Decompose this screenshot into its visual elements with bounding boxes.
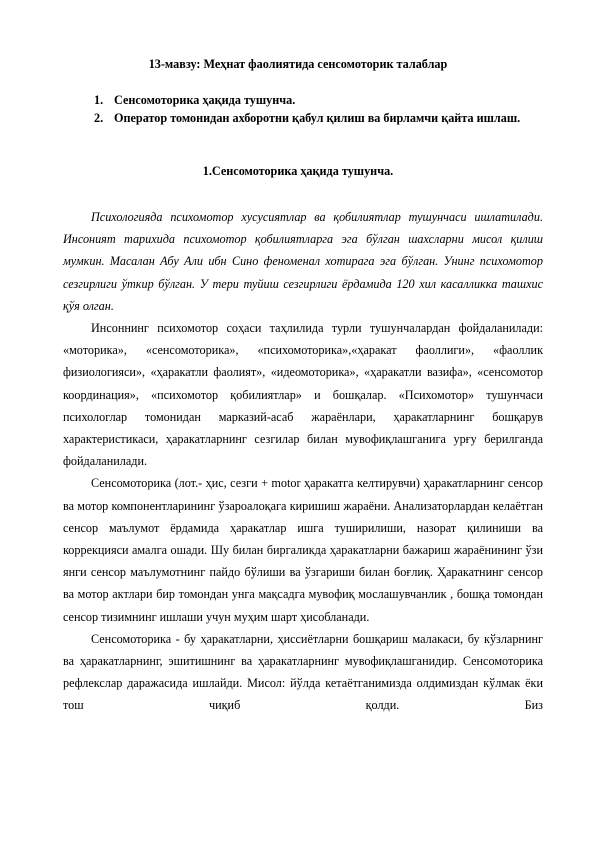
paragraph-1: Психологияда психомотор хусусиятлар ва қобилиятлар тушунчаси ишлатилади. Инсоният тарихида психомотор қобилиятларга эга бўлган шахсларни мисол қилиш мумкин. Масалан Абу Али ибн Сино феноменал хотирага эга бўлган. Унинг психомотор сезгирлиги ўткир бўлган. У тери туйиш сезгирлиги ёрдамида 120 хил касалликка ташхис қўя олган. <box>63 210 543 313</box>
plan-item-text: Оператор томонидан ахборотни қабул қилиш ва бирламчи қайта ишлаш. <box>114 111 521 125</box>
paragraph-3: Сенсомоторика (лот.- ҳис, сезги + motor ҳаракатга келтирувчи) ҳаракатларнинг сенсор ва мотор компонентларининг ўзароалоқага киришиш жараёни. Анализаторлардан келаётган сенсор маълумот ёрдамида ҳаракатлар ишга туширилиши, назорат қилиниши ва коррекцияси амалга ошади. Шу билан биргаликда ҳаракатларни бажариш жараёнининг ўзи янги сенсор маълумотнинг пайдо бўлиши ва ўзгариши билан боғлиқ. Ҳаракатнинг сенсор ва мотор актлари бир томондан унга мақсадга мувофиқ мослашувчанлик , бошқа томондан сенсор тизимнинг ишлаши учун муҳим шарт ҳисобланади. <box>63 476 543 624</box>
document-body <box>63 206 543 717</box>
paragraph-4: Сенсомоторика - бу ҳаракатларни, ҳиссиётларни бошқариш малакаси, бу кўзларнинг ва ҳаракатларнинг, эшитишнинг ва ҳаракатларнинг мувофиқлашганидир. Сенсомоторика рефлекслар даражасида ишлайди. Мисол: йўлда кетаётганимизда олдимиздан кўлмак ёки тош чиқиб қолди. Биз <box>63 631 543 713</box>
section-heading: 1.Сенсомоторика ҳақида тушунча. <box>202 164 394 178</box>
paragraph-2: Инсоннинг психомотор соҳаси таҳлилида турли тушунчалардан фойдаланилади: «моторика», «сенсомоторика», «психомоторика»,«ҳаракат фаоллиги», «фаоллик физиологияси», «ҳаракатли фаолият», «идеомоторика», «ҳаракатли вазифа», «сенсомотор координация», «психомотор қобилиятлар» и бошқалар. «Психомотор» тушунчаси психологлар томонидан марказий-асаб жараёнлари, ҳаракатларнинг бошқарув характеристикаси, ҳаракатларнинг сезгилар билан мувофиқлашганига урғу берилганда фойдаланилади. <box>63 321 543 469</box>
document-title: 13-мавзу: Меҳнат фаолиятида сенсомоторик талаблар <box>148 57 448 71</box>
lecture-plan-list <box>94 92 534 128</box>
plan-item <box>94 110 534 126</box>
plan-item-number: 2. <box>94 111 104 125</box>
plan-item <box>94 92 534 108</box>
plan-item-text: Сенсомоторика ҳақида тушунча. <box>114 93 296 107</box>
plan-item-number: 1. <box>94 93 104 107</box>
